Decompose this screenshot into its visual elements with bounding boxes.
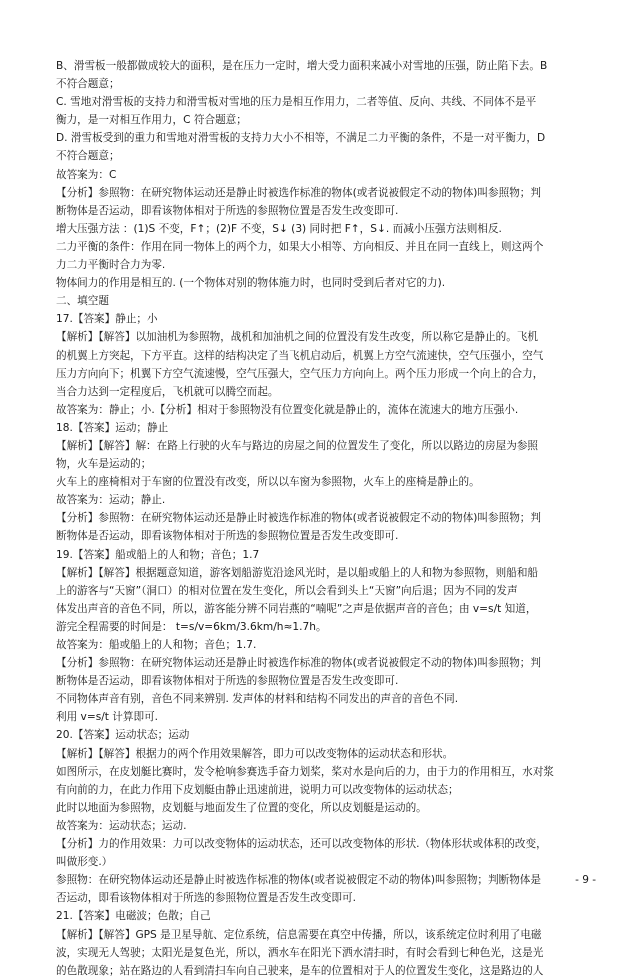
text-line: 当合力达到一定程度后，飞机就可以腾空而起。 — [56, 385, 279, 398]
text-line: 【解析】【解答】根据力的两个作用效果解答，即力可以改变物体的运动状态和形状。 — [56, 747, 454, 760]
text-line: 物体间力的作用是相互的. (一个物体对别的物体施力时，也同时受到后者对它的力). — [56, 277, 446, 290]
text-line: 故答案为：静止；小.【分析】相对于参照物没有位置变化就是静止的，流体在流速大的地方压强小. — [56, 403, 519, 416]
text-line: 故答案为：船或船上的人和物；音色；1.7. — [56, 639, 257, 651]
text-line: 压力方向向下；机翼下方空气流速慢，空气压强大，空气压力方向向上。两个压力形成一个向上的合力， — [56, 367, 544, 380]
text-line: 如图所示，在皮划艇比赛时，发令枪响参赛选手奋力划桨，桨对水是向后的力，由于力的作用相互，水对浆 — [56, 765, 554, 778]
text-line: 断物体是否运动，即看该物体相对于所选的参照物位置是否发生改变即可. — [56, 530, 399, 543]
text-line: B、滑雪板一般都做成较大的面积，是在压力一定时，增大受力面积来减小对雪地的压强，防止陷下去。B — [56, 60, 548, 72]
text-line: 有向前的力，在此力作用下皮划艇由静止迅速前进，说明力可以改变物体的运动状态； — [56, 783, 459, 796]
text-line: 17.【答案】静止；小 — [56, 313, 158, 326]
text-line: 衡力，是一对相互作用力，C 符合题意； — [56, 114, 247, 127]
text-line: 【分析】参照物：在研究物体运动还是静止时被选作标准的物体(或者说被假定不动的物体)叫参照物；判 — [56, 186, 541, 199]
text-line: 的色散现象；站在路边的人看到清扫车向自己驶来，是车的位置相对于人的位置发生变化，这是路边的人 — [56, 964, 544, 977]
text-line: 19.【答案】船或船上的人和物；音色；1.7 — [56, 548, 260, 561]
text-line: 利用 v=s/t 计算即可. — [56, 711, 159, 724]
text-line: 参照物：在研究物体运动还是静止时被选作标准的物体(或者说被假定不动的物体)叫参照物；判断物体是 — [56, 874, 541, 887]
text-line: 叫做形变.） — [56, 856, 113, 869]
text-line: 二力平衡的条件：作用在同一物体上的两个力，如果大小相等、方向相反、并且在同一直线上，则这两个 — [56, 240, 544, 253]
text-body — [56, 57, 616, 980]
text-line: 21.【答案】电磁波；色散；自己 — [56, 910, 211, 923]
text-line: 故答案为：运动状态；运动. — [56, 819, 187, 832]
text-line: 上的游客与“天窗”（洞口）的相对位置在发生变化，所以会看到头上“天窗”向后退；因为不同的发声 — [56, 584, 518, 597]
text-line: 体发出声音的音色不同，所以，游客能分辨不同岩燕的“喃呢”之声是依据声音的音色；由 v=s/t 知道， — [56, 602, 537, 615]
text-line: C. 雪地对滑雪板的支持力和滑雪板对雪地的压力是相互作用力，二者等值、反向、共线、不同体不是平 — [56, 96, 537, 109]
text-line: 断物体是否运动，即看该物体相对于所选的参照物位置是否发生改变即可. — [56, 675, 399, 688]
text-line: 不符合题意； — [56, 78, 120, 91]
text-line: 断物体是否运动，即看该物体相对于所选的参照物位置是否发生改变即可. — [56, 204, 399, 217]
text-line: 不符合题意； — [56, 150, 120, 163]
text-line: 二、填空题 — [56, 295, 109, 308]
text-line: 增大压强方法 ：(1)S 不变，F↑；(2)F 不变，S↓ (3) 同时把 F↑，S↓. 而减小压强方法则相反. — [56, 222, 502, 235]
text-line: 故答案为：运动；静止. — [56, 494, 166, 507]
text-line: D. 滑雪板受到的重力和雪地对滑雪板的支持力大小不相等，不满足二力平衡的条件，不是一对平衡力，D — [56, 132, 546, 145]
text-line: 故答案为：C — [56, 168, 117, 181]
text-line: 物，火车是运动的； — [56, 458, 152, 471]
text-line: 【解析】【解答】解：在路上行驶的火车与路边的房屋之间的位置发生了变化，所以以路边的房屋为参照 — [56, 439, 539, 452]
text-line: 力二力平衡时合力为零. — [56, 259, 166, 272]
text-line: 【分析】力的作用效果：力可以改变物体的运动状态，还可以改变物体的形状.（物体形状或体积的改变， — [56, 838, 547, 851]
page-number: - 9 - — [575, 874, 596, 886]
text-line: 【解析】【解答】根据题意知道，游客划船游览沿途风光时，是以船或船上的人和物为参照物，则船和船 — [56, 566, 539, 579]
text-line: 【解析】【解答】以加油机为参照物，战机和加油机之间的位置没有发生改变，所以称它是静止的。飞机 — [56, 331, 539, 344]
text-line: 此时以地面为参照物，皮划艇与地面发生了位置的变化，所以皮划艇是运动的。 — [56, 801, 427, 814]
text-line: 不同物体声音有别，音色不同来辨别. 发声体的材料和结构不同发出的声音的音色不同. — [56, 693, 459, 706]
text-line: 18.【答案】运动；静止 — [56, 421, 169, 434]
text-line: 的机翼上方突起，下方平直。这样的结构决定了当飞机启动后，机翼上方空气流速快，空气压强小，空气 — [56, 349, 544, 362]
text-line: 波，实现无人驾驶；太阳光是复色光，所以，洒水车在阳光下洒水清扫时，有时会看到七种色光，这是光 — [56, 946, 544, 959]
text-line: 【分析】参照物：在研究物体运动还是静止时被选作标准的物体(或者说被假定不动的物体)叫参照物；判 — [56, 657, 541, 670]
text-line: 【分析】参照物：在研究物体运动还是静止时被选作标准的物体(或者说被假定不动的物体)叫参照物；判 — [56, 512, 541, 525]
text-line: 【解析】【解答】GPS 是卫星导航、定位系统，信息需要在真空中传播，所以，该系统定位时利用了电磁 — [56, 928, 542, 941]
text-line: 20.【答案】运动状态；运动 — [56, 729, 190, 742]
text-line: 否运动，即看该物体相对于所选的参照物位置是否发生改变即可. — [56, 892, 356, 905]
text-line: 游完全程需要的时间是： t=s/v=6km/3.6km/h≈1.7h。 — [56, 620, 327, 633]
text-line: 火车上的座椅相对于车窗的位置没有改变，所以以车窗为参照物，火车上的座椅是静止的。 — [56, 476, 480, 489]
